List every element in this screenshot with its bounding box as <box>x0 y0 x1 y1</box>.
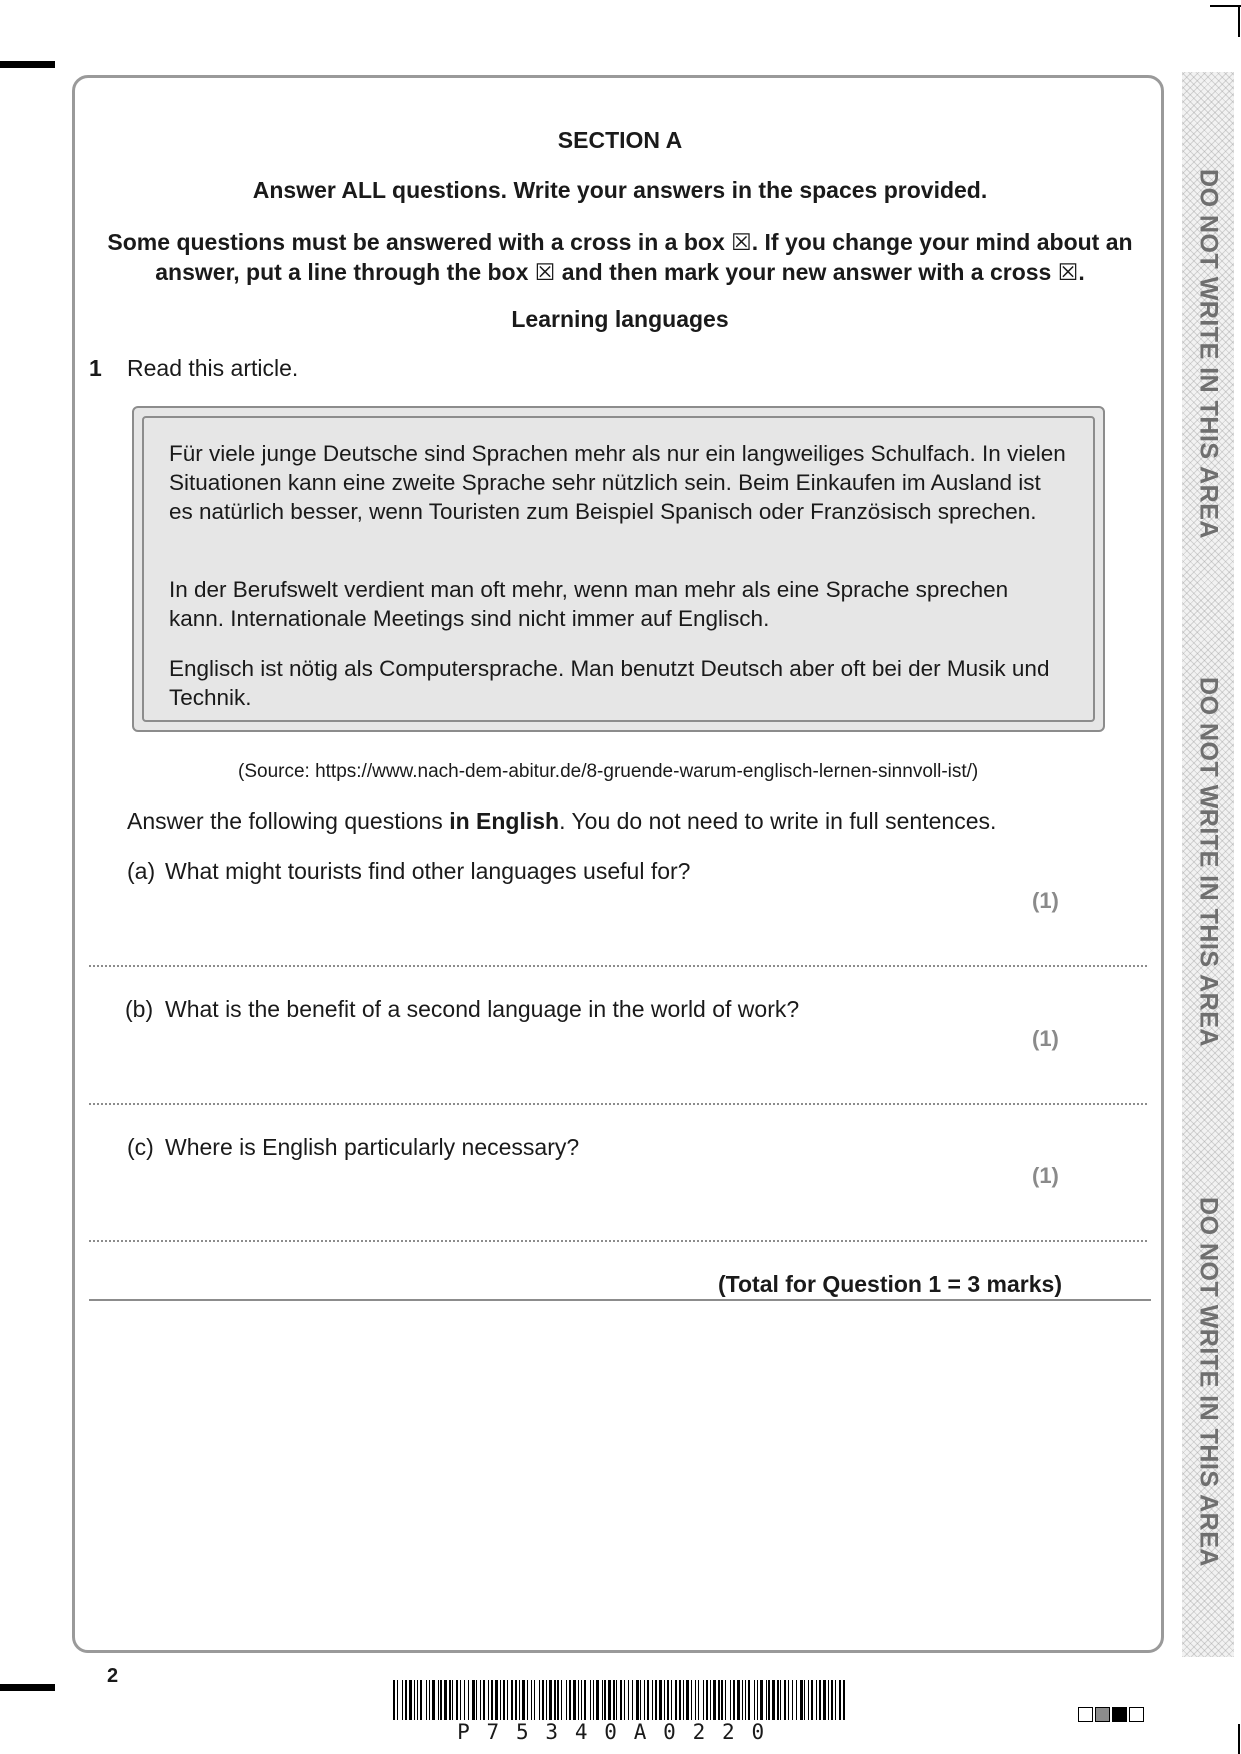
barcode-bar <box>440 1680 442 1720</box>
margin-warning-bottom: DO NOT WRITE IN THIS AREA <box>1194 1197 1223 1567</box>
barcode-bar <box>549 1680 552 1720</box>
barcode-bar <box>515 1680 517 1720</box>
barcode-bar <box>816 1680 817 1720</box>
marker-square-2 <box>1095 1707 1110 1722</box>
crop-mark-bottom-left <box>0 1684 55 1691</box>
barcode-bar <box>823 1680 826 1720</box>
barcode-bar <box>706 1680 708 1720</box>
barcode-bar <box>777 1680 779 1720</box>
barcode-bar <box>628 1680 629 1720</box>
instruction-answer-all: Answer ALL questions. Write your answers in the spaces provided. <box>252 177 988 203</box>
answer-line-b[interactable] <box>89 1103 1147 1105</box>
barcode-bar <box>737 1680 740 1720</box>
barcode-bar <box>602 1680 603 1720</box>
topic-title: Learning languages <box>511 306 729 332</box>
barcode-bar <box>519 1680 520 1720</box>
barcode-bar <box>703 1680 704 1720</box>
barcode-bar <box>748 1680 750 1720</box>
barcode-bar <box>593 1680 594 1720</box>
barcode-bar <box>397 1680 398 1720</box>
barcode-bar <box>760 1680 763 1720</box>
barcode-bar <box>745 1680 746 1720</box>
barcode-bar <box>561 1680 562 1720</box>
barcode-bar <box>808 1680 809 1720</box>
barcode-bar <box>839 1680 841 1720</box>
barcode-bar <box>573 1680 576 1720</box>
barcode-bar <box>647 1680 649 1720</box>
barcode-bar <box>742 1680 743 1720</box>
barcode-bar <box>725 1680 726 1720</box>
barcode-bar <box>414 1680 415 1720</box>
article-paragraph-1: Für viele junge Deutsche sind Sprachen mehr als nur ein langweiliges Schulfach. In vielen Situationen kann eine zweite Sprache sehr nützlich sein. Beim Einkaufen im Ausland ist es natürlich besser, wenn Touristen zum Beispiel Spanisch oder Französisch sprechen. <box>169 441 1066 524</box>
barcode-bar <box>460 1680 461 1720</box>
answer-line-c[interactable] <box>89 1240 1147 1242</box>
barcode-bar <box>522 1680 525 1720</box>
barcode-bar <box>531 1680 532 1720</box>
margin-warning-middle: DO NOT WRITE IN THIS AREA <box>1194 677 1223 1047</box>
barcode-bar <box>686 1680 689 1720</box>
barcode-bar <box>449 1680 451 1720</box>
sub-question-c-text: Where is English particularly necessary? <box>165 1134 580 1160</box>
barcode-bar <box>659 1680 662 1720</box>
barcode-bar <box>784 1680 786 1720</box>
barcode-bar <box>429 1680 430 1720</box>
sub-question-b-text: What is the benefit of a second language in the world of work? <box>165 996 800 1022</box>
barcode-bar <box>766 1680 767 1720</box>
barcode-bar <box>636 1680 639 1720</box>
barcode-bar <box>444 1680 447 1720</box>
barcode-bar <box>652 1680 653 1720</box>
answer-instruction-after: . You do not need to write in full sentences. <box>559 808 997 834</box>
margin-warning-top: DO NOT WRITE IN THIS AREA <box>1194 169 1223 539</box>
barcode-bar <box>464 1680 465 1720</box>
barcode-bar <box>539 1680 540 1720</box>
barcode-bar <box>695 1680 696 1720</box>
barcode-bar <box>420 1680 422 1720</box>
sub-question-b-marks: (1) <box>1032 1026 1059 1051</box>
barcode-bar <box>811 1680 813 1720</box>
barcode-bar <box>480 1680 481 1720</box>
barcode-bar <box>472 1680 475 1720</box>
crop-mark-top-left <box>0 61 55 68</box>
barcode-bar <box>534 1680 535 1720</box>
barcode-bar <box>566 1680 567 1720</box>
barcode-bar <box>483 1680 485 1720</box>
sub-question-c-marks: (1) <box>1032 1163 1059 1188</box>
barcode-bar <box>632 1680 633 1720</box>
sub-question-a-text: What might tourists find other languages useful for? <box>165 858 691 884</box>
barcode-bar <box>527 1680 528 1720</box>
sub-question-b-label: (b) <box>125 996 154 1022</box>
barcode-bar <box>402 1680 403 1720</box>
barcode-bar <box>557 1680 559 1720</box>
barcode-bar <box>468 1680 469 1720</box>
crop-mark-top-right-v <box>1238 5 1240 37</box>
instruction-cross-box-line2: answer, put a line through the box ☒ and then mark your new answer with a cross ☒. <box>155 259 1085 285</box>
barcode-bar <box>772 1680 775 1720</box>
barcode-bar <box>452 1680 453 1720</box>
barcode-bar <box>718 1680 720 1720</box>
barcode-bar <box>671 1680 672 1720</box>
marker-square-1 <box>1078 1707 1093 1722</box>
barcode-bar <box>608 1680 611 1720</box>
barcode-bar <box>409 1680 412 1720</box>
barcode-bar <box>655 1680 657 1720</box>
instruction-cross-box-line1: Some questions must be answered with a cross in a box ☒. If you change your mind about an <box>107 229 1133 255</box>
barcode-bar <box>495 1680 498 1720</box>
barcode-bar <box>691 1680 692 1720</box>
barcode-bar <box>713 1680 716 1720</box>
barcode-bar <box>624 1680 625 1720</box>
barcode-bar <box>667 1680 669 1720</box>
barcode-bar <box>500 1680 501 1720</box>
page-number: 2 <box>107 1665 119 1687</box>
barcode-bar <box>831 1680 833 1720</box>
question-prompt: Read this article. <box>127 355 299 381</box>
barcode <box>393 1680 845 1720</box>
barcode-bar <box>554 1680 556 1720</box>
crop-mark-top-right-h <box>1210 5 1241 7</box>
barcode-bar <box>546 1680 547 1720</box>
barcode-bar <box>828 1680 829 1720</box>
barcode-bar <box>393 1680 395 1720</box>
instruction-cross-box <box>90 227 1150 287</box>
barcode-bar <box>581 1680 582 1720</box>
barcode-bar <box>511 1680 513 1720</box>
barcode-bar <box>604 1680 606 1720</box>
barcode-bar <box>613 1680 615 1720</box>
barcode-bar <box>578 1680 579 1720</box>
barcode-bar <box>405 1680 407 1720</box>
barcode-bar <box>754 1680 755 1720</box>
barcode-bar <box>503 1680 505 1720</box>
barcode-bar <box>640 1680 641 1720</box>
barcode-bar <box>804 1680 805 1720</box>
crop-mark-bottom-right <box>1238 1724 1240 1754</box>
barcode-bar <box>683 1680 684 1720</box>
barcode-bar <box>710 1680 711 1720</box>
barcode-bar <box>788 1680 789 1720</box>
barcode-bar <box>507 1680 508 1720</box>
article-paragraph-3: Englisch ist nötig als Computersprache. Man benutzt Deutsch aber oft bei der Musik und Technik. <box>169 656 1050 710</box>
answer-instruction-before: Answer the following questions <box>127 808 450 834</box>
marker-square-3 <box>1112 1707 1127 1722</box>
answer-instruction-emphasis: in English <box>449 808 560 834</box>
barcode-bar <box>616 1680 617 1720</box>
barcode-bar <box>768 1680 770 1720</box>
barcode-bar <box>733 1680 735 1720</box>
barcode-bar <box>780 1680 781 1720</box>
barcode-bar <box>757 1680 758 1720</box>
barcode-bar <box>476 1680 477 1720</box>
barcode-bar <box>730 1680 731 1720</box>
barcode-bar <box>542 1680 544 1720</box>
question-number: 1 <box>89 355 102 381</box>
sub-question-c-label: (c) <box>127 1134 154 1160</box>
barcode-text: P75340A0220 <box>457 1720 781 1744</box>
total-underline <box>89 1299 1151 1301</box>
marker-square-4 <box>1129 1707 1144 1722</box>
barcode-bar <box>438 1680 439 1720</box>
barcode-bar <box>679 1680 681 1720</box>
barcode-bar <box>644 1680 645 1720</box>
barcode-bar <box>590 1680 591 1720</box>
barcode-bar <box>843 1680 845 1720</box>
barcode-bar <box>569 1680 571 1720</box>
barcode-bar <box>491 1680 493 1720</box>
sub-question-a-label: (a) <box>127 858 156 884</box>
article-paragraph-2: In der Berufswelt verdient man oft mehr, wenn man mehr als eine Sprache sprechen kann. Internationale Meetings sind nicht immer auf Englisch. <box>169 577 1009 631</box>
sub-question-a-marks: (1) <box>1032 888 1059 913</box>
section-title: SECTION A <box>557 127 683 153</box>
barcode-bar <box>664 1680 665 1720</box>
barcode-bar <box>432 1680 435 1720</box>
barcode-bar <box>698 1680 699 1720</box>
barcode-bar <box>835 1680 836 1720</box>
barcode-bar <box>620 1680 622 1720</box>
barcode-bar <box>675 1680 677 1720</box>
barcode-bar <box>456 1680 458 1720</box>
article-source: (Source: https://www.nach-dem-abitur.de/8-gruende-warum-englisch-lernen-sinnvoll-ist/) <box>238 761 979 782</box>
barcode-bar <box>584 1680 586 1720</box>
answer-instruction <box>127 808 996 835</box>
barcode-bar <box>488 1680 489 1720</box>
total-marks: (Total for Question 1 = 3 marks) <box>717 1271 1062 1297</box>
answer-line-a[interactable] <box>89 965 1147 967</box>
barcode-bar <box>792 1680 793 1720</box>
barcode-bar <box>800 1680 803 1720</box>
barcode-bar <box>417 1680 418 1720</box>
barcode-bar <box>596 1680 599 1720</box>
barcode-bar <box>721 1680 723 1720</box>
barcode-bar <box>426 1680 427 1720</box>
barcode-bar <box>819 1680 821 1720</box>
barcode-bar <box>796 1680 797 1720</box>
